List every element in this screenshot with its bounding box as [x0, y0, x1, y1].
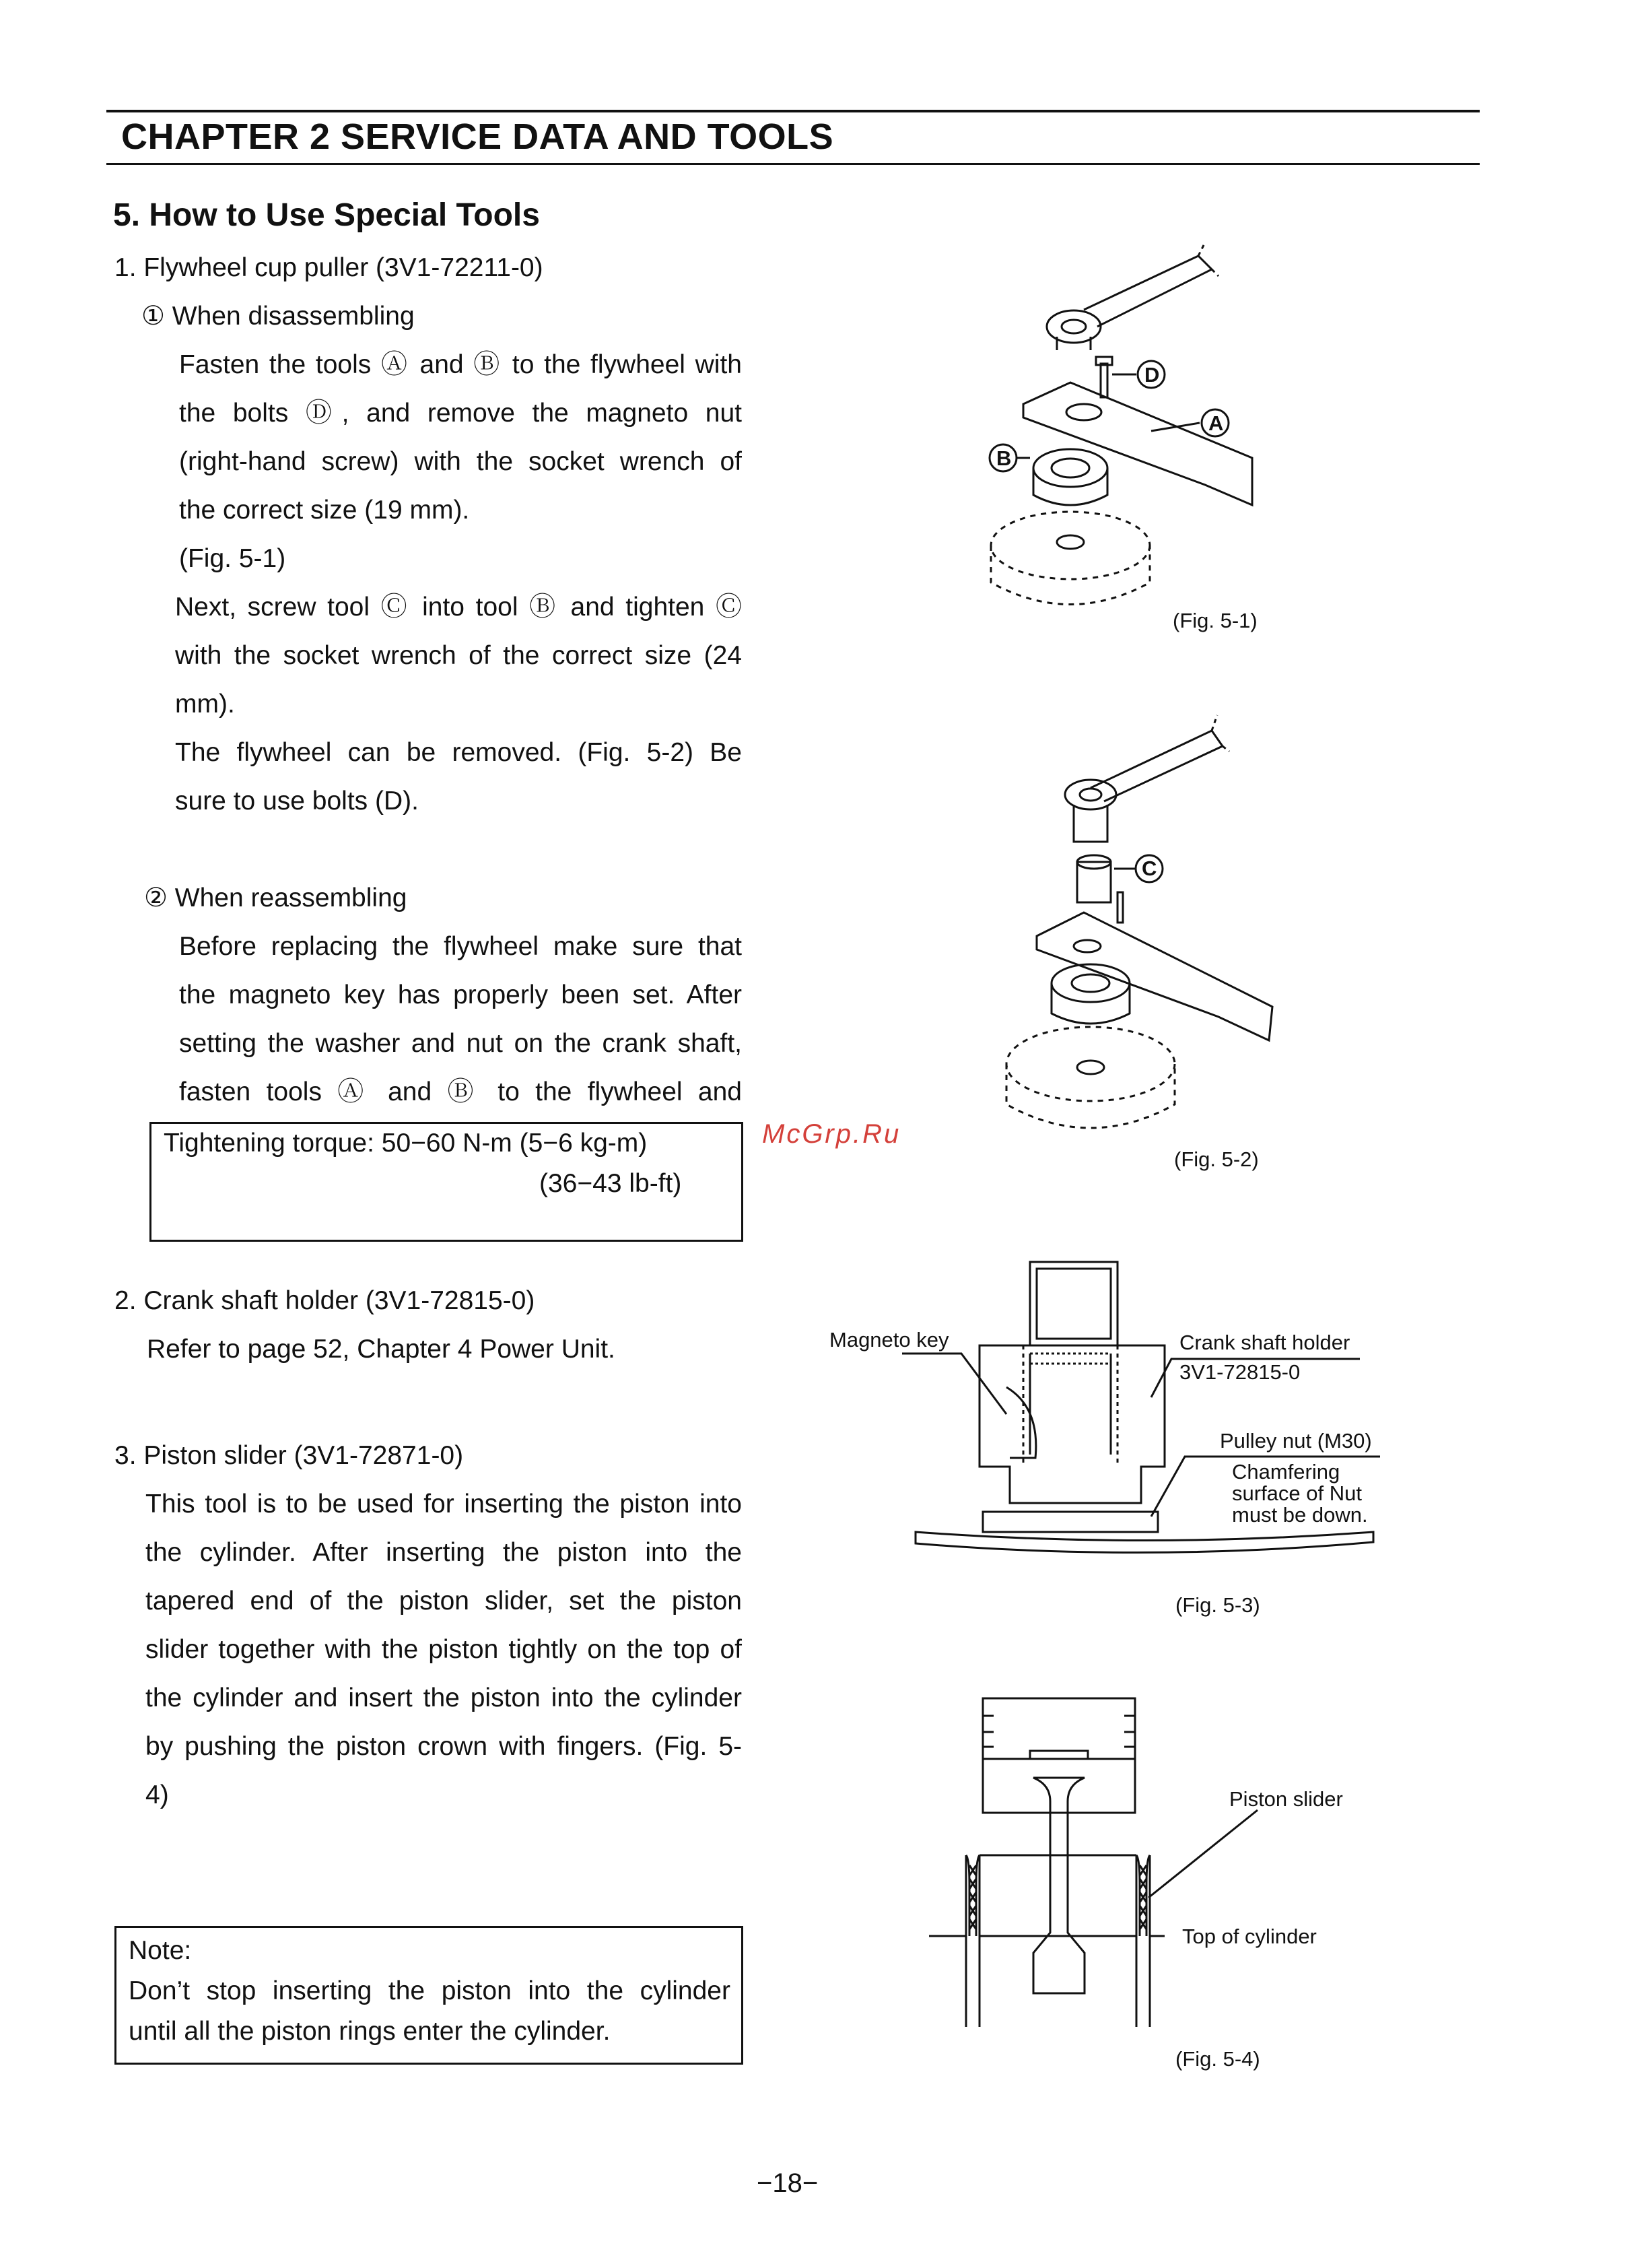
note-line-1: Don’t stop inserting the piston into the cylinder: [129, 1976, 730, 2005]
tool3-line-2: the cylinder. After inserting the piston into the: [145, 1538, 742, 1567]
tool3-line-5: the cylinder and insert the piston into the cylinder: [145, 1683, 742, 1712]
fig1-label-a: A: [1208, 411, 1224, 435]
header-bottom-rule: [106, 163, 1480, 165]
fig3-chamfer-3: must be down.: [1232, 1503, 1368, 1527]
reassembling-line-4: fasten tools Ⓐ and Ⓑ to the flywheel and: [179, 1077, 742, 1106]
note-line-2: until all the piston rings enter the cylinder.: [129, 2017, 611, 2046]
disassembling-line-6: Next, screw tool Ⓒ into tool Ⓑ and tighten Ⓒ: [175, 593, 742, 622]
torque-line-1: Tightening torque: 50−60 N-m (5−6 kg-m): [164, 1129, 648, 1158]
header-top-rule: [106, 110, 1480, 112]
fig3-magneto-key-label: Magneto key: [829, 1328, 949, 1352]
tool3-heading: 3. Piston slider (3V1-72871-0): [114, 1441, 464, 1470]
disassembling-line-8: mm).: [175, 690, 235, 719]
fig3-chamfer-2: surface of Nut: [1232, 1481, 1362, 1505]
tool3-line-3: tapered end of the piston slider, set the piston: [145, 1587, 742, 1615]
torque-box: [149, 1122, 743, 1242]
tool3-line-1: This tool is to be used for inserting the piston into: [145, 1490, 742, 1519]
page-number: −18−: [757, 2168, 819, 2198]
note-title: Note:: [129, 1936, 192, 1965]
fig2-label-c-text: C: [1142, 857, 1157, 880]
torque-line-2: (36−43 lb-ft): [539, 1169, 682, 1198]
note-box: [114, 1926, 743, 2065]
disassembling-line-9: The flywheel can be removed. (Fig. 5-2) Be: [175, 738, 742, 767]
disassembling-line-2: the bolts Ⓓ, and remove the magneto nut: [179, 399, 742, 428]
fig1-label-d: D: [1144, 363, 1160, 387]
fig-5-2-illustration: [996, 700, 1293, 1172]
fig-5-3-illustration: [902, 1253, 1387, 1576]
tool3-line-4: slider together with the piston tightly on the top of: [145, 1635, 742, 1664]
fig-5-4-illustration: [929, 1683, 1306, 2047]
fig-5-2-caption: (Fig. 5-2): [1174, 1147, 1259, 1171]
fig1-label-b: B: [996, 446, 1012, 470]
disassembling-line-7: with the socket wrench of the correct size (24: [175, 641, 742, 670]
section-title: 5. How to Use Special Tools: [113, 197, 540, 233]
disassembling-line-1: Fasten the tools Ⓐ and Ⓑ to the flywheel with: [179, 350, 742, 379]
tool3-line-6: by pushing the piston crown with fingers. (Fig. 5-: [145, 1732, 742, 1761]
fig3-chamfer-1: Chamfering: [1232, 1460, 1340, 1483]
reassembling-line-2: the magneto key has properly been set. After: [179, 980, 742, 1009]
fig3-pulley-nut: Pulley nut (M30): [1220, 1429, 1372, 1453]
tool2-text: Refer to page 52, Chapter 4 Power Unit.: [147, 1335, 615, 1364]
disassembling-line-10: sure to use bolts (D).: [175, 787, 419, 815]
fig-5-1-caption: (Fig. 5-1): [1173, 609, 1258, 632]
reassembling-line-1: Before replacing the flywheel make sure that: [179, 932, 742, 961]
fig4-top-of-cylinder-label: Top of cylinder: [1182, 1925, 1317, 1948]
fig4-piston-slider-label: Piston slider: [1229, 1787, 1343, 1811]
reassembling-heading: ② When reassembling: [144, 883, 407, 912]
disassembling-heading: ① When disassembling: [141, 302, 415, 331]
disassembling-line-4: the correct size (19 mm).: [179, 496, 470, 525]
fig3-holder-name: Crank shaft holder: [1179, 1331, 1350, 1354]
disassembling-line-3: (right-hand screw) with the socket wrench of: [179, 447, 742, 476]
tool3-line-7: 4): [145, 1780, 169, 1809]
tool2-heading: 2. Crank shaft holder (3V1-72815-0): [114, 1286, 535, 1315]
watermark: McGrp.Ru: [762, 1119, 901, 1149]
chapter-title: CHAPTER 2 SERVICE DATA AND TOOLS: [121, 116, 834, 157]
tool1-heading: 1. Flywheel cup puller (3V1-72211-0): [114, 253, 543, 282]
fig-5-1-illustration: [983, 236, 1306, 640]
fig-5-4-caption: (Fig. 5-4): [1175, 2047, 1260, 2071]
reassembling-line-3: setting the washer and nut on the crank shaft,: [179, 1029, 742, 1058]
fig3-holder-part: 3V1-72815-0: [1179, 1360, 1301, 1384]
disassembling-line-5: (Fig. 5-1): [179, 544, 286, 573]
fig-5-3-caption: (Fig. 5-3): [1175, 1593, 1260, 1617]
